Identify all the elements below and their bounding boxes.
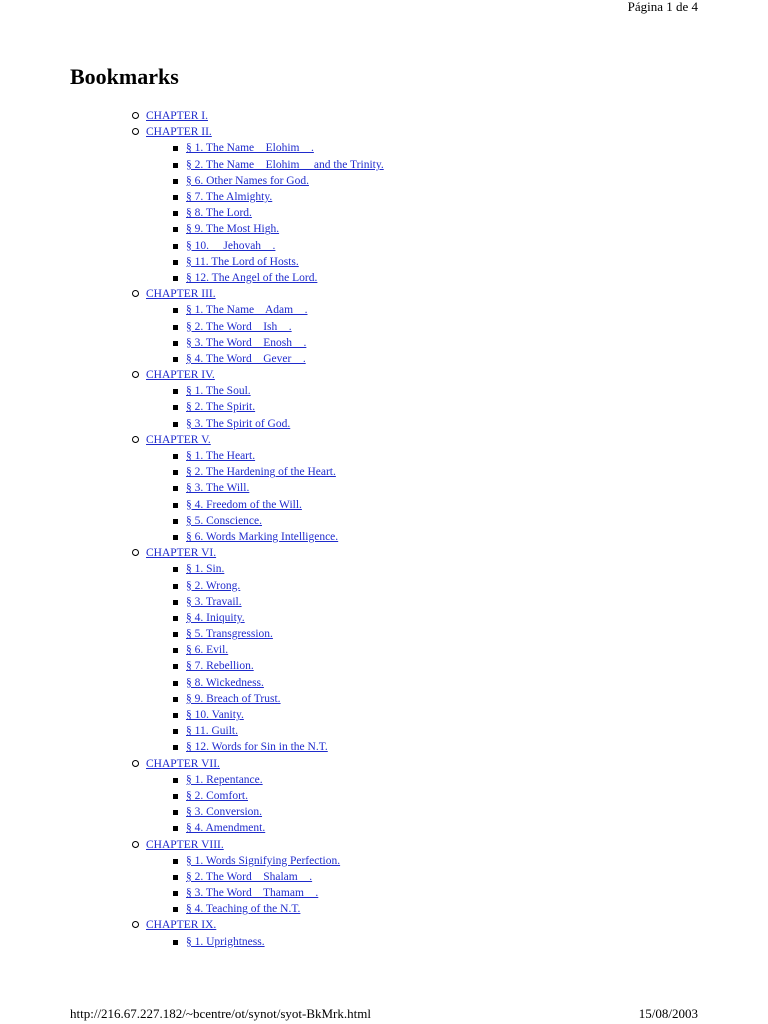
- section-link[interactable]: § 4. Iniquity.: [186, 611, 245, 624]
- section-link[interactable]: § 1. The Name Adam .: [186, 304, 308, 317]
- square-bullet-icon: [172, 658, 186, 674]
- section-link[interactable]: § 6. Other Names for God.: [186, 174, 309, 187]
- chapter-link[interactable]: CHAPTER III.: [146, 288, 216, 301]
- section-list: [130, 772, 384, 837]
- section-link[interactable]: § 1. Repentance.: [186, 773, 263, 786]
- section-item: [172, 448, 384, 464]
- square-bullet-icon: [172, 626, 186, 642]
- chapter-link[interactable]: CHAPTER VIII.: [146, 838, 224, 851]
- section-item: [172, 480, 384, 496]
- section-link[interactable]: § 2. The Name Elohim and the Trinity.: [186, 158, 384, 171]
- section-item: [172, 383, 384, 399]
- section-item: [172, 221, 384, 237]
- chapter-link[interactable]: CHAPTER IV.: [146, 369, 215, 382]
- section-item: [172, 577, 384, 593]
- section-item: [172, 658, 384, 674]
- section-item: [172, 497, 384, 513]
- square-bullet-icon: [172, 335, 186, 351]
- square-bullet-icon: [172, 205, 186, 221]
- section-link[interactable]: § 1. Uprightness.: [186, 935, 265, 948]
- chapter-link[interactable]: CHAPTER V.: [146, 433, 211, 446]
- section-item: [172, 173, 384, 189]
- section-link[interactable]: § 5. Transgression.: [186, 628, 273, 641]
- print-date: 15/08/2003: [638, 1006, 698, 1021]
- page-title: Bookmarks: [70, 64, 179, 89]
- section-link[interactable]: § 7. Rebellion.: [186, 660, 254, 673]
- chapter-item: [130, 917, 384, 949]
- chapter-row: [130, 756, 384, 772]
- section-link[interactable]: § 2. The Word Shalam .: [186, 870, 313, 883]
- chapter-row: [130, 432, 384, 448]
- circle-bullet-icon: [130, 545, 146, 561]
- section-link[interactable]: § 3. The Word Enosh .: [186, 336, 307, 349]
- section-item: [172, 642, 384, 658]
- circle-bullet-icon: [130, 124, 146, 140]
- section-item: [172, 399, 384, 415]
- section-item: [172, 853, 384, 869]
- chapter-item: [130, 836, 384, 917]
- chapter-link[interactable]: CHAPTER II.: [146, 126, 212, 139]
- page-footer: [70, 1006, 698, 1022]
- section-link[interactable]: § 9. Breach of Trust.: [186, 692, 281, 705]
- bookmark-tree: [130, 108, 384, 950]
- chapter-row: [130, 836, 384, 852]
- section-link[interactable]: § 4. Teaching of the N.T.: [186, 903, 301, 916]
- square-bullet-icon: [172, 238, 186, 254]
- section-item: [172, 513, 384, 529]
- section-link[interactable]: § 3. The Will.: [186, 482, 250, 495]
- section-item: [172, 189, 384, 205]
- section-item: [172, 351, 384, 367]
- square-bullet-icon: [172, 675, 186, 691]
- square-bullet-icon: [172, 788, 186, 804]
- section-link[interactable]: § 1. The Name Elohim .: [186, 142, 314, 155]
- square-bullet-icon: [172, 480, 186, 496]
- chapter-item: [130, 124, 384, 286]
- section-link[interactable]: § 10. Jehovah .: [186, 239, 276, 252]
- section-item: [172, 885, 384, 901]
- section-item: [172, 820, 384, 836]
- section-item: [172, 561, 384, 577]
- square-bullet-icon: [172, 448, 186, 464]
- chapter-link[interactable]: CHAPTER IX.: [146, 919, 217, 932]
- section-item: [172, 302, 384, 318]
- square-bullet-icon: [172, 302, 186, 318]
- section-list: [130, 140, 384, 286]
- section-link[interactable]: § 3. Travail.: [186, 595, 242, 608]
- section-link[interactable]: § 12. Words for Sin in the N.T.: [186, 741, 328, 754]
- square-bullet-icon: [172, 270, 186, 286]
- circle-bullet-icon: [130, 917, 146, 933]
- section-link[interactable]: § 12. The Angel of the Lord.: [186, 271, 318, 284]
- square-bullet-icon: [172, 707, 186, 723]
- square-bullet-icon: [172, 140, 186, 156]
- section-item: [172, 934, 384, 950]
- square-bullet-icon: [172, 594, 186, 610]
- chapter-link[interactable]: CHAPTER VII.: [146, 757, 220, 770]
- section-list: [130, 383, 384, 432]
- square-bullet-icon: [172, 772, 186, 788]
- section-link[interactable]: § 11. Guilt.: [186, 725, 238, 738]
- section-link[interactable]: § 1. Sin.: [186, 563, 225, 576]
- square-bullet-icon: [172, 691, 186, 707]
- square-bullet-icon: [172, 723, 186, 739]
- square-bullet-icon: [172, 221, 186, 237]
- chapter-row: [130, 286, 384, 302]
- section-item: [172, 238, 384, 254]
- square-bullet-icon: [172, 853, 186, 869]
- section-item: [172, 270, 384, 286]
- square-bullet-icon: [172, 642, 186, 658]
- section-link[interactable]: § 3. The Spirit of God.: [186, 417, 291, 430]
- section-item: [172, 804, 384, 820]
- section-link[interactable]: § 6. Words Marking Intelligence.: [186, 530, 339, 543]
- square-bullet-icon: [172, 497, 186, 513]
- chapter-row: [130, 917, 384, 933]
- section-list: [130, 448, 384, 545]
- square-bullet-icon: [172, 254, 186, 270]
- chapter-item: [130, 545, 384, 755]
- square-bullet-icon: [172, 610, 186, 626]
- section-item: [172, 788, 384, 804]
- chapter-link[interactable]: CHAPTER VI.: [146, 547, 217, 560]
- chapter-row: [130, 124, 384, 140]
- square-bullet-icon: [172, 578, 186, 594]
- section-list: [130, 302, 384, 367]
- section-item: [172, 739, 384, 755]
- page-number: Página 1 de 4: [627, 0, 698, 14]
- section-item: [172, 707, 384, 723]
- section-item: [172, 691, 384, 707]
- section-link[interactable]: § 4. The Word Gever .: [186, 352, 306, 365]
- section-link[interactable]: § 4. Amendment.: [186, 822, 266, 835]
- square-bullet-icon: [172, 157, 186, 173]
- section-link[interactable]: § 1. Words Signifying Perfection.: [186, 854, 341, 867]
- chapter-item: [130, 286, 384, 367]
- section-link[interactable]: § 10. Vanity.: [186, 709, 244, 722]
- chapter-item: [130, 432, 384, 545]
- section-link[interactable]: § 3. Conversion.: [186, 806, 263, 819]
- square-bullet-icon: [172, 885, 186, 901]
- section-link[interactable]: § 5. Conscience.: [186, 514, 263, 527]
- section-item: [172, 626, 384, 642]
- circle-bullet-icon: [130, 837, 146, 853]
- chapter-link[interactable]: CHAPTER I.: [146, 110, 208, 123]
- section-item: [172, 723, 384, 739]
- section-item: [172, 901, 384, 917]
- square-bullet-icon: [172, 901, 186, 917]
- square-bullet-icon: [172, 869, 186, 885]
- chapter-item: [130, 367, 384, 432]
- square-bullet-icon: [172, 934, 186, 950]
- section-list: [130, 934, 384, 950]
- square-bullet-icon: [172, 399, 186, 415]
- section-link[interactable]: § 9. The Most High.: [186, 223, 280, 236]
- section-item: [172, 318, 384, 334]
- chapter-item: [130, 108, 384, 124]
- section-list: [130, 561, 384, 755]
- section-item: [172, 869, 384, 885]
- section-item: [172, 140, 384, 156]
- chapter-item: [130, 756, 384, 837]
- page-url: http://216.67.227.182/~bcentre/ot/synot/syot-BkMrk.html: [70, 1006, 371, 1021]
- section-item: [172, 157, 384, 173]
- section-link[interactable]: § 1. The Soul.: [186, 385, 251, 398]
- section-link[interactable]: § 2. Wrong.: [186, 579, 241, 592]
- square-bullet-icon: [172, 739, 186, 755]
- section-link[interactable]: § 1. The Heart.: [186, 450, 256, 463]
- section-link[interactable]: § 2. Comfort.: [186, 789, 248, 802]
- square-bullet-icon: [172, 189, 186, 205]
- square-bullet-icon: [172, 513, 186, 529]
- section-item: [172, 416, 384, 432]
- square-bullet-icon: [172, 464, 186, 480]
- section-link[interactable]: § 11. The Lord of Hosts.: [186, 255, 299, 268]
- chapter-row: [130, 367, 384, 383]
- chapter-row: [130, 545, 384, 561]
- circle-bullet-icon: [130, 432, 146, 448]
- square-bullet-icon: [172, 561, 186, 577]
- section-item: [172, 205, 384, 221]
- square-bullet-icon: [172, 319, 186, 335]
- square-bullet-icon: [172, 351, 186, 367]
- square-bullet-icon: [172, 383, 186, 399]
- section-item: [172, 594, 384, 610]
- square-bullet-icon: [172, 416, 186, 432]
- section-item: [172, 464, 384, 480]
- section-list: [130, 853, 384, 918]
- section-link[interactable]: § 2. The Word Ish .: [186, 320, 292, 333]
- circle-bullet-icon: [130, 756, 146, 772]
- section-link[interactable]: § 2. The Spirit.: [186, 401, 256, 414]
- chapter-row: [130, 108, 384, 124]
- square-bullet-icon: [172, 529, 186, 545]
- square-bullet-icon: [172, 820, 186, 836]
- circle-bullet-icon: [130, 286, 146, 302]
- section-item: [172, 772, 384, 788]
- section-link[interactable]: § 3. The Word Thamam .: [186, 887, 319, 900]
- circle-bullet-icon: [130, 108, 146, 124]
- section-item: [172, 610, 384, 626]
- section-link[interactable]: § 2. The Hardening of the Heart.: [186, 466, 336, 479]
- square-bullet-icon: [172, 173, 186, 189]
- section-item: [172, 254, 384, 270]
- section-link[interactable]: § 8. Wickedness.: [186, 676, 264, 689]
- section-link[interactable]: § 4. Freedom of the Will.: [186, 498, 302, 511]
- section-link[interactable]: § 7. The Almighty.: [186, 191, 273, 204]
- square-bullet-icon: [172, 804, 186, 820]
- section-item: [172, 335, 384, 351]
- section-item: [172, 529, 384, 545]
- section-item: [172, 675, 384, 691]
- circle-bullet-icon: [130, 367, 146, 383]
- section-link[interactable]: § 8. The Lord.: [186, 207, 252, 220]
- section-link[interactable]: § 6. Evil.: [186, 644, 229, 657]
